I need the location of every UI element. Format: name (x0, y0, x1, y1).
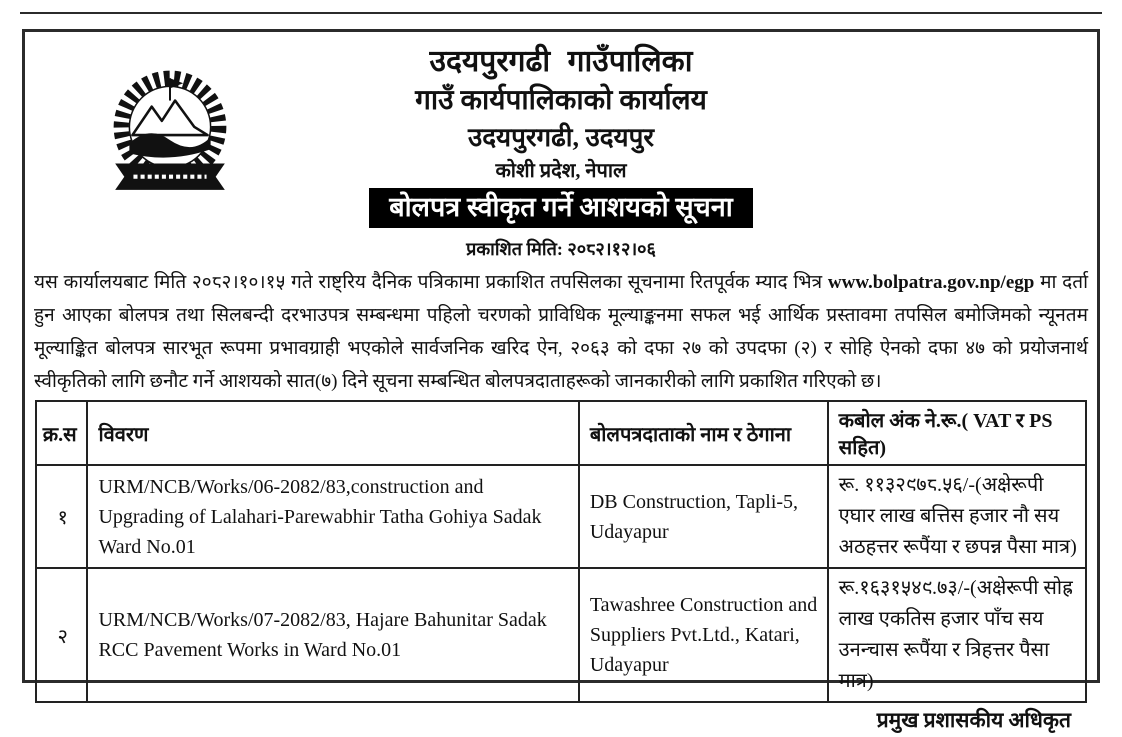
notice-title-banner: बोलपत्र स्वीकृत गर्ने आशयको सूचना (369, 188, 753, 228)
table-header-row (36, 401, 1086, 465)
table-row (36, 568, 1086, 702)
top-rule (20, 12, 1102, 14)
col-header-amount: कबोल अंक ने.रू.( VAT र PS सहित) (828, 401, 1086, 465)
office-name: गाउँ कार्यपालिकाको कार्यालय (415, 85, 707, 116)
cell-description: URM/NCB/Works/07-2082/83, Hajare Bahunitar Sadak RCC Pavement Works in Ward No.01 (87, 568, 578, 702)
province-line: कोशी प्रदेश, नेपाल (495, 160, 627, 182)
cell-description: URM/NCB/Works/06-2082/83,construction and Upgrading of Lalahari-Parewabhir Tatha Gohiya Sadak Ward No.01 (87, 465, 578, 568)
cell-amount: रू.१६३१५४९.७३/-(अक्षेरूपी सोह्र लाख एकतिस हजार पाँच सय उनन्चास रूपैंया र त्रिहत्तर पैसा मात्र) (828, 568, 1086, 702)
col-header-sn: क्र.स (36, 401, 87, 465)
cell-bidder: Tawashree Construction and Suppliers Pvt.Ltd., Katari, Udayapur (579, 568, 828, 702)
signatory-title: प्रमुख प्रशासकीय अधिकृत (876, 708, 1071, 732)
published-date: प्रकाशित मिति: २०८२।१२।०६ (466, 239, 656, 259)
col-header-description: विवरण (87, 401, 578, 465)
notice-body-paragraph (34, 266, 1088, 398)
letterhead (25, 42, 1097, 186)
col-header-bidder: बोलपत्रदाताको नाम र ठेगाना (579, 401, 828, 465)
nepal-emblem-logo (97, 64, 243, 196)
cell-sn: २ (36, 568, 87, 702)
table-row (36, 465, 1086, 568)
cell-bidder: DB Construction, Tapli-5, Udayapur (579, 465, 828, 568)
org-name: उदयपुरगढी गाउँपालिका (429, 45, 693, 78)
paragraph-text-after-url: मा दर्ता हुन आएका बोलपत्र तथा सिलबन्दी दरभाउपत्र सम्बन्धमा पहिलो चरणको प्राविधिक मूल्याङ्कनमा सफल भई आर्थिक प्रस्तावमा तपसिल बमोजिमको न्यूनतम मूल्याङ्कित बोलपत्र सारभूत रूपमा प्रभावग्राही भएकोले सार्वजनिक खरिद ऐन, २०६३ को दफा २७ को उपदफा (२) र सोहि ऐनको दफा ४७ को प्रयोजनार्थ स्वीकृतिको लागि छनौट गर्ने आशयको सात(७) दिने सूचना सम्बन्धित बोलपत्रदाताहरूको जानकारीको लागि प्रकाशित गरिएको छ। (34, 272, 1088, 392)
address-line: उदयपुरगढी, उदयपुर (467, 123, 655, 152)
cell-amount: रू. ११३२९७८.५६/-(अक्षेरूपी एघार लाख बत्तिस हजार नौ सय अठहत्तर रूपैंया र छपन्न पैसा मात्र) (828, 465, 1086, 568)
cell-sn: १ (36, 465, 87, 568)
bid-table (35, 400, 1087, 703)
paragraph-text-before-url: यस कार्यालयबाट मिति २०८२।१०।१५ गते राष्ट्रिय दैनिक पत्रिकामा प्रकाशित तपसिलका सूचनामा रितपूर्वक म्याद भित्र (34, 272, 828, 293)
notice-document (22, 29, 1100, 732)
bolpatra-url: www.bolpatra.gov.np/egp (827, 272, 1035, 293)
